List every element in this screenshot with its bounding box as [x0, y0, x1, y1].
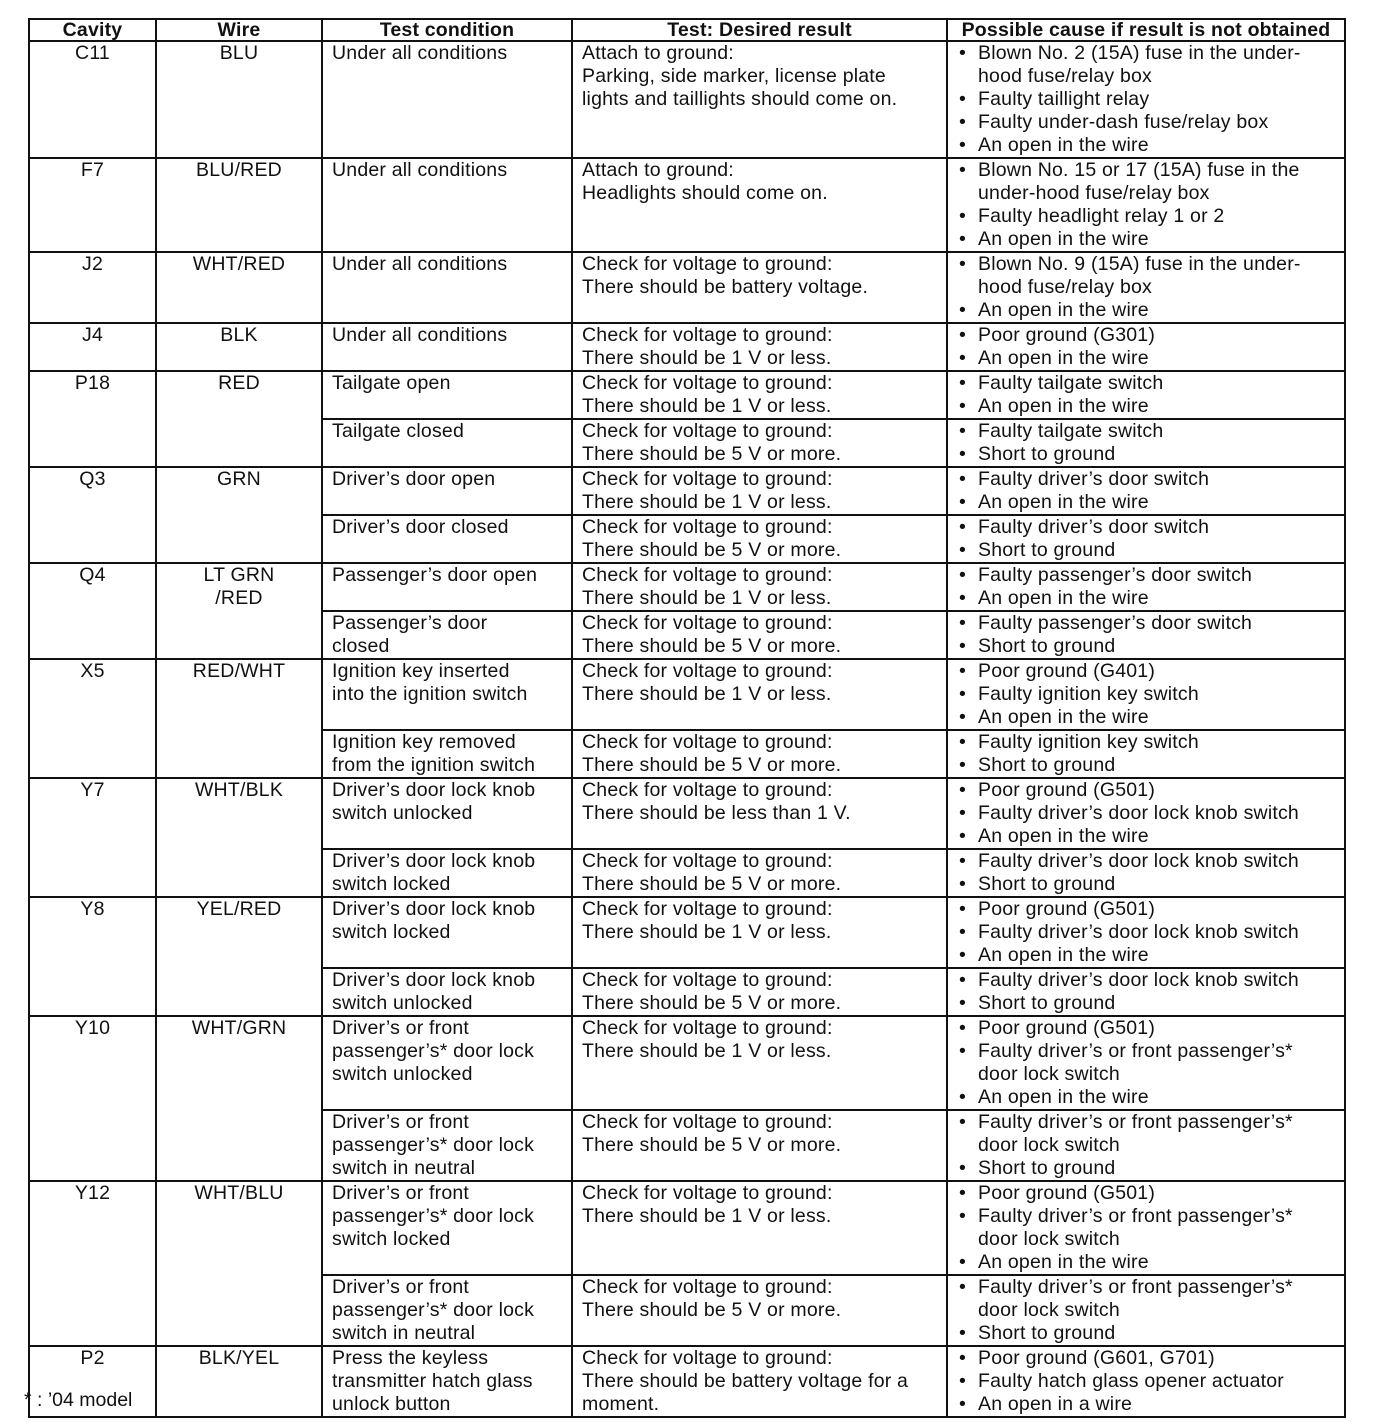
wire-value: BLK/YEL — [198, 1347, 280, 1369]
cause-item: • Blown No. 15 or 17 (15A) fuse in the — [957, 159, 1340, 182]
wire-cell — [156, 659, 322, 778]
cause-item-continued: under-hood fuse/relay box — [978, 182, 1210, 204]
table-row — [29, 563, 1345, 611]
wire-cell — [156, 41, 322, 158]
test-condition-cell — [322, 1275, 572, 1346]
condition-text: Under all conditions — [332, 324, 508, 346]
possible-cause-cell — [947, 158, 1345, 252]
table-row — [29, 467, 1345, 515]
possible-cause-cell — [947, 1346, 1345, 1417]
condition-text: switch in neutral — [332, 1157, 476, 1179]
result-text: There should be 1 V or less. — [582, 347, 832, 369]
cause-item: • An open in the wire — [957, 491, 1340, 514]
cause-item: • Faulty ignition key switch — [957, 683, 1340, 706]
cause-item: • Faulty driver’s or front passenger’s* — [957, 1205, 1340, 1228]
result-text: Check for voltage to ground: — [582, 612, 833, 634]
cause-item: • Faulty tailgate switch — [957, 420, 1340, 443]
condition-text: switch in neutral — [332, 1322, 476, 1344]
result-text: There should be 1 V or less. — [582, 491, 832, 513]
possible-cause-cell — [947, 611, 1345, 659]
cavity-value: Q4 — [79, 564, 106, 586]
result-text: Check for voltage to ground: — [582, 1182, 833, 1204]
result-text: There should be 5 V or more. — [582, 992, 842, 1014]
condition-text: Driver’s or front — [332, 1017, 470, 1039]
cause-item: • Faulty ignition key switch — [957, 731, 1340, 754]
cavity-value: Q3 — [79, 468, 106, 490]
wire-cell — [156, 897, 322, 1016]
result-text: Attach to ground: — [582, 159, 734, 181]
header-desired-result: Test: Desired result — [572, 19, 947, 41]
cause-item-continued: door lock switch — [978, 1299, 1120, 1321]
wire-value: /RED — [215, 587, 263, 609]
result-text: There should be 1 V or less. — [582, 587, 832, 609]
result-text: There should be 5 V or more. — [582, 539, 842, 561]
cavity-value: Y12 — [74, 1182, 111, 1204]
result-text: There should be 5 V or more. — [582, 754, 842, 776]
wire-cell — [156, 563, 322, 659]
cavity-cell — [29, 897, 156, 1016]
possible-cause-cell — [947, 1275, 1345, 1346]
cavity-value: P2 — [80, 1347, 105, 1369]
test-condition-cell — [322, 1346, 572, 1417]
cause-item: • Poor ground (G501) — [957, 1017, 1340, 1040]
condition-text: Ignition key inserted — [332, 660, 510, 682]
result-text: Check for voltage to ground: — [582, 660, 833, 682]
possible-cause-cell — [947, 252, 1345, 323]
condition-text: switch locked — [332, 921, 451, 943]
cause-item: • An open in the wire — [957, 134, 1340, 157]
cause-item: • Faulty passenger’s door switch — [957, 612, 1340, 635]
result-text: Check for voltage to ground: — [582, 420, 833, 442]
cause-item: • Poor ground (G501) — [957, 898, 1340, 921]
desired-result-cell — [572, 730, 947, 778]
desired-result-cell — [572, 323, 947, 371]
result-text: There should be 5 V or more. — [582, 873, 842, 895]
cavity-cell — [29, 41, 156, 158]
cavity-value: C11 — [75, 42, 110, 64]
table-row — [29, 1346, 1345, 1417]
cause-item: • Faulty driver’s door lock knob switch — [957, 802, 1340, 825]
wire-value: WHT/GRN — [191, 1017, 287, 1039]
result-text: Check for voltage to ground: — [582, 1276, 833, 1298]
desired-result-cell — [572, 41, 947, 158]
header-possible-cause: Possible cause if result is not obtained — [947, 19, 1345, 41]
test-condition-cell — [322, 849, 572, 897]
cause-item: • Blown No. 2 (15A) fuse in the under- — [957, 42, 1340, 65]
condition-text: Passenger’s door open — [332, 564, 538, 586]
header-row — [29, 19, 1345, 41]
possible-cause-cell — [947, 563, 1345, 611]
cause-item: • Short to ground — [957, 1157, 1340, 1180]
possible-cause-cell — [947, 371, 1345, 419]
condition-text: Tailgate closed — [332, 420, 464, 442]
cause-item: • An open in a wire — [957, 1393, 1340, 1416]
wire-value: WHT/RED — [192, 253, 286, 275]
desired-result-cell — [572, 563, 947, 611]
cavity-value: Y10 — [74, 1017, 111, 1039]
wire-cell — [156, 1016, 322, 1181]
cavity-value: X5 — [80, 660, 105, 682]
test-condition-cell — [322, 41, 572, 158]
wire-cell — [156, 371, 322, 467]
wire-value: BLK — [220, 324, 258, 346]
test-condition-cell — [322, 1181, 572, 1275]
cause-item: • Short to ground — [957, 1322, 1340, 1345]
cause-item: • Faulty under-dash fuse/relay box — [957, 111, 1340, 134]
condition-text: passenger’s* door lock — [332, 1040, 535, 1062]
header-cavity: Cavity — [29, 19, 156, 41]
cavity-value: J4 — [82, 324, 103, 346]
condition-text: Driver’s door lock knob — [332, 850, 536, 872]
cavity-cell — [29, 252, 156, 323]
test-condition-cell — [322, 419, 572, 467]
test-condition-cell — [322, 515, 572, 563]
test-condition-cell — [322, 778, 572, 849]
cause-item: • An open in the wire — [957, 395, 1340, 418]
possible-cause-cell — [947, 778, 1345, 849]
desired-result-cell — [572, 252, 947, 323]
cause-item: • An open in the wire — [957, 706, 1340, 729]
desired-result-cell — [572, 611, 947, 659]
cause-item: • Faulty headlight relay 1 or 2 — [957, 205, 1340, 228]
cause-item: • An open in the wire — [957, 1086, 1340, 1109]
cause-item: • Short to ground — [957, 992, 1340, 1015]
condition-text: Tailgate open — [332, 372, 451, 394]
cause-item-continued: door lock switch — [978, 1063, 1120, 1085]
possible-cause-cell — [947, 323, 1345, 371]
condition-text: Under all conditions — [332, 159, 508, 181]
cause-item: • Short to ground — [957, 443, 1340, 466]
header-wire: Wire — [156, 19, 322, 41]
condition-text: Driver’s door lock knob — [332, 779, 536, 801]
possible-cause-cell — [947, 1016, 1345, 1110]
condition-text: Passenger’s door — [332, 612, 488, 634]
result-text: There should be 1 V or less. — [582, 395, 832, 417]
possible-cause-cell — [947, 849, 1345, 897]
possible-cause-cell — [947, 968, 1345, 1016]
condition-text: Driver’s or front — [332, 1182, 470, 1204]
possible-cause-cell — [947, 515, 1345, 563]
wire-value: WHT/BLK — [194, 779, 284, 801]
cause-item: • Blown No. 9 (15A) fuse in the under- — [957, 253, 1340, 276]
result-text: There should be 1 V or less. — [582, 683, 832, 705]
cavity-cell — [29, 659, 156, 778]
condition-text: Driver’s or front — [332, 1111, 470, 1133]
wire-value: YEL/RED — [196, 898, 282, 920]
cavity-value: P18 — [74, 372, 111, 394]
result-text: Check for voltage to ground: — [582, 1017, 833, 1039]
test-table — [28, 18, 1346, 1418]
test-condition-cell — [322, 252, 572, 323]
wire-value: BLU/RED — [196, 159, 282, 181]
desired-result-cell — [572, 1016, 947, 1110]
wire-cell — [156, 1346, 322, 1417]
possible-cause-cell — [947, 659, 1345, 730]
cavity-cell — [29, 563, 156, 659]
result-text: There should be 5 V or more. — [582, 635, 842, 657]
result-text: Check for voltage to ground: — [582, 516, 833, 538]
cause-item: • Faulty hatch glass opener actuator — [957, 1370, 1340, 1393]
condition-text: switch unlocked — [332, 1063, 473, 1085]
condition-text: unlock button — [332, 1393, 451, 1415]
wire-value: GRN — [217, 468, 261, 490]
result-text: Check for voltage to ground: — [582, 324, 833, 346]
desired-result-cell — [572, 778, 947, 849]
wire-cell — [156, 778, 322, 897]
wire-cell — [156, 158, 322, 252]
condition-text: into the ignition switch — [332, 683, 528, 705]
result-text: Check for voltage to ground: — [582, 1111, 833, 1133]
condition-text: closed — [332, 635, 390, 657]
desired-result-cell — [572, 968, 947, 1016]
result-text: lights and taillights should come on. — [582, 88, 898, 110]
test-condition-cell — [322, 897, 572, 968]
cavity-cell — [29, 467, 156, 563]
result-text: Check for voltage to ground: — [582, 779, 833, 801]
condition-text: passenger’s* door lock — [332, 1134, 535, 1156]
cause-item: • Faulty driver’s door switch — [957, 468, 1340, 491]
cause-item: • Poor ground (G601, G701) — [957, 1347, 1340, 1370]
cause-item: • Faulty tailgate switch — [957, 372, 1340, 395]
result-text: Check for voltage to ground: — [582, 731, 833, 753]
wire-cell — [156, 323, 322, 371]
cause-item: • An open in the wire — [957, 299, 1340, 322]
test-condition-cell — [322, 1110, 572, 1181]
test-condition-cell — [322, 611, 572, 659]
result-text: There should be 5 V or more. — [582, 1299, 842, 1321]
result-text: There should be 5 V or more. — [582, 443, 842, 465]
condition-text: transmitter hatch glass — [332, 1370, 533, 1392]
table-row — [29, 41, 1345, 158]
table-row — [29, 778, 1345, 849]
result-text: Parking, side marker, license plate — [582, 65, 886, 87]
wire-value: BLU — [219, 42, 259, 64]
test-condition-cell — [322, 968, 572, 1016]
condition-text: from the ignition switch — [332, 754, 536, 776]
test-condition-cell — [322, 467, 572, 515]
desired-result-cell — [572, 659, 947, 730]
desired-result-cell — [572, 897, 947, 968]
cause-item: • An open in the wire — [957, 825, 1340, 848]
wire-cell — [156, 1181, 322, 1346]
table-row — [29, 1181, 1345, 1275]
table-row — [29, 1016, 1345, 1110]
wire-value: RED — [218, 372, 260, 394]
desired-result-cell — [572, 1346, 947, 1417]
desired-result-cell — [572, 1181, 947, 1275]
cavity-cell — [29, 158, 156, 252]
condition-text: passenger’s* door lock — [332, 1299, 535, 1321]
desired-result-cell — [572, 467, 947, 515]
wire-value: LT GRN — [203, 564, 275, 586]
condition-text: Driver’s door lock knob — [332, 969, 536, 991]
table-body — [29, 41, 1345, 1417]
cause-item: • Faulty driver’s or front passenger’s* — [957, 1276, 1340, 1299]
test-condition-cell — [322, 563, 572, 611]
result-text: There should be 1 V or less. — [582, 1205, 832, 1227]
cavity-value: Y8 — [80, 898, 105, 920]
result-text: Check for voltage to ground: — [582, 564, 833, 586]
cause-item: • An open in the wire — [957, 1251, 1340, 1274]
condition-text: Under all conditions — [332, 42, 508, 64]
possible-cause-cell — [947, 730, 1345, 778]
possible-cause-cell — [947, 467, 1345, 515]
wire-cell — [156, 252, 322, 323]
cause-item: • An open in the wire — [957, 347, 1340, 370]
cause-item: • An open in the wire — [957, 587, 1340, 610]
test-condition-cell — [322, 158, 572, 252]
header-test-condition: Test condition — [322, 19, 572, 41]
cause-item-continued: door lock switch — [978, 1228, 1120, 1250]
result-text: There should be 5 V or more. — [582, 1134, 842, 1156]
cause-item: • Faulty taillight relay — [957, 88, 1340, 111]
result-text: Check for voltage to ground: — [582, 372, 833, 394]
cause-item: • Faulty driver’s door switch — [957, 516, 1340, 539]
condition-text: Driver’s door lock knob — [332, 898, 536, 920]
cause-item: • Faulty driver’s door lock knob switch — [957, 969, 1340, 992]
result-text: Check for voltage to ground: — [582, 253, 833, 275]
wire-value: RED/WHT — [192, 660, 286, 682]
condition-text: Driver’s or front — [332, 1276, 470, 1298]
cause-item: • Poor ground (G401) — [957, 660, 1340, 683]
cavity-cell — [29, 1181, 156, 1346]
test-condition-cell — [322, 323, 572, 371]
possible-cause-cell — [947, 897, 1345, 968]
result-text: Check for voltage to ground: — [582, 850, 833, 872]
footnote: * : ’04 model — [24, 1389, 133, 1411]
cause-item-continued: door lock switch — [978, 1134, 1120, 1156]
table-row — [29, 252, 1345, 323]
desired-result-cell — [572, 158, 947, 252]
cause-item: • Short to ground — [957, 873, 1340, 896]
possible-cause-cell — [947, 419, 1345, 467]
cause-item: • Short to ground — [957, 539, 1340, 562]
desired-result-cell — [572, 1110, 947, 1181]
condition-text: Press the keyless — [332, 1347, 489, 1369]
cause-item: • Faulty passenger’s door switch — [957, 564, 1340, 587]
possible-cause-cell — [947, 1181, 1345, 1275]
result-text: There should be 1 V or less. — [582, 921, 832, 943]
wire-cell — [156, 467, 322, 563]
table-row — [29, 897, 1345, 968]
condition-text: switch unlocked — [332, 802, 473, 824]
result-text: moment. — [582, 1393, 660, 1415]
cause-item: • Poor ground (G501) — [957, 779, 1340, 802]
test-condition-cell — [322, 730, 572, 778]
cavity-value: Y7 — [80, 779, 105, 801]
desired-result-cell — [572, 1275, 947, 1346]
condition-text: passenger’s* door lock — [332, 1205, 535, 1227]
condition-text: switch locked — [332, 1228, 451, 1250]
cavity-cell — [29, 778, 156, 897]
condition-text: Under all conditions — [332, 253, 508, 275]
condition-text: Ignition key removed — [332, 731, 516, 753]
wire-value: WHT/BLU — [194, 1182, 284, 1204]
result-text: There should be battery voltage for a — [582, 1370, 909, 1392]
desired-result-cell — [572, 515, 947, 563]
desired-result-cell — [572, 419, 947, 467]
cause-item: • Faulty driver’s or front passenger’s* — [957, 1111, 1340, 1134]
test-condition-cell — [322, 1016, 572, 1110]
condition-text: switch locked — [332, 873, 451, 895]
result-text: There should be battery voltage. — [582, 276, 869, 298]
cause-item-continued: hood fuse/relay box — [978, 65, 1152, 87]
table-row — [29, 371, 1345, 419]
cavity-cell — [29, 1016, 156, 1181]
result-text: Check for voltage to ground: — [582, 898, 833, 920]
table-row — [29, 323, 1345, 371]
table-row — [29, 158, 1345, 252]
condition-text: Driver’s door open — [332, 468, 496, 490]
result-text: Check for voltage to ground: — [582, 1347, 833, 1369]
result-text: Check for voltage to ground: — [582, 969, 833, 991]
condition-text: switch unlocked — [332, 992, 473, 1014]
cause-item: • Short to ground — [957, 754, 1340, 777]
cavity-cell — [29, 323, 156, 371]
result-text: Headlights should come on. — [582, 182, 828, 204]
cavity-value: F7 — [80, 159, 105, 181]
cavity-value: J2 — [82, 253, 103, 275]
desired-result-cell — [572, 371, 947, 419]
cause-item: • An open in the wire — [957, 228, 1340, 251]
cavity-cell — [29, 371, 156, 467]
possible-cause-cell — [947, 1110, 1345, 1181]
possible-cause-cell — [947, 41, 1345, 158]
test-condition-cell — [322, 371, 572, 419]
result-text: Check for voltage to ground: — [582, 468, 833, 490]
cause-item: • Faulty driver’s door lock knob switch — [957, 921, 1340, 944]
cause-item: • An open in the wire — [957, 944, 1340, 967]
result-text: Attach to ground: — [582, 42, 734, 64]
condition-text: Driver’s door closed — [332, 516, 509, 538]
desired-result-cell — [572, 849, 947, 897]
result-text: There should be 1 V or less. — [582, 1040, 832, 1062]
cause-item: • Short to ground — [957, 635, 1340, 658]
cause-item-continued: hood fuse/relay box — [978, 276, 1152, 298]
cause-item: • Poor ground (G301) — [957, 324, 1340, 347]
table-row — [29, 659, 1345, 730]
cause-item: • Faulty driver’s or front passenger’s* — [957, 1040, 1340, 1063]
test-condition-cell — [322, 659, 572, 730]
result-text: There should be less than 1 V. — [582, 802, 851, 824]
cause-item: • Poor ground (G501) — [957, 1182, 1340, 1205]
cause-item: • Faulty driver’s door lock knob switch — [957, 850, 1340, 873]
